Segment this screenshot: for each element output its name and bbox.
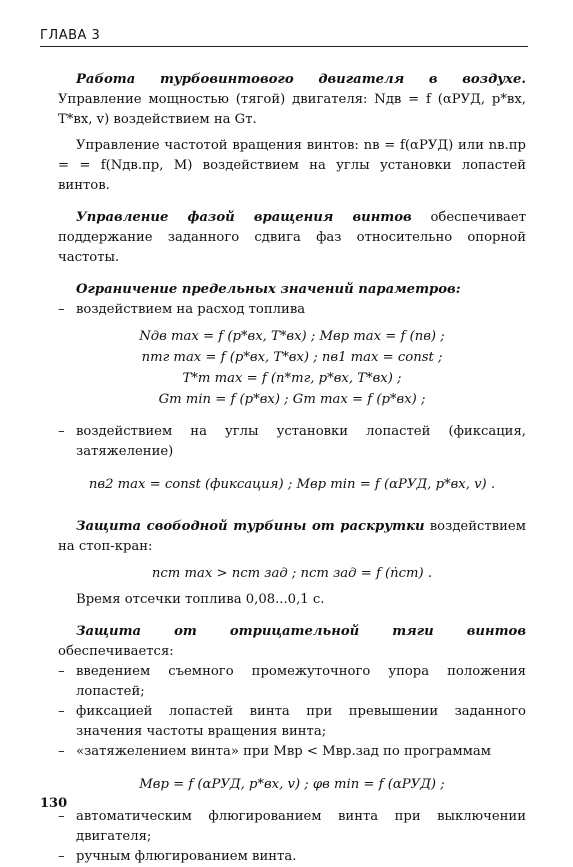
list-item: – воздействием на углы установки лопастей (фиксация, затяжеление) — [58, 422, 526, 462]
chapter-header: ГЛАВА 3 — [40, 28, 101, 43]
section-heading-turboprop: Работа турбовинтового двигателя в воздухе. — [76, 72, 526, 87]
formula: Mвр = f (αРУД, p*вх, v) ; φв min = f (αРУД) ; — [139, 777, 445, 792]
formula: Gт min = f (p*вх) ; Gт max = f (p*вх) ; — [158, 392, 426, 407]
section-heading-phase: Управление фазой вращения винтов — [76, 210, 412, 225]
formula: nв2 max = const (фиксация) ; Mвр min = f (αРУД, p*вх, v) . — [88, 477, 496, 492]
paragraph-negative-thrust — [58, 622, 526, 662]
list-item-text: автоматическим флюгированием винта при выключении двигателя; — [76, 809, 526, 844]
page-content — [58, 70, 526, 867]
list-item: – автоматическим флюгированием винта при выключении двигателя; — [58, 807, 526, 847]
paragraph-turboprop-in-air — [58, 70, 526, 130]
list-item: – воздействием на расход топлива — [58, 300, 526, 320]
header-rule — [40, 46, 528, 47]
formula: nтг max = f (p*вх, T*вх) ; nв1 max = const ; — [141, 350, 443, 365]
list-item-text: воздействием на расход топлива — [76, 302, 306, 317]
paragraph-propeller-speed: Управление частотой вращения винтов: nв = f(αРУД) или nв.пр = = f(Nдв.пр, M) воздействием на углы установки лопастей винтов. — [58, 138, 526, 193]
list-item-text: введением съемного промежуточного упора положения лопастей; — [76, 664, 526, 699]
formula: nст max > nст зад ; nст зад = f (ṅст) . — [151, 566, 433, 581]
section-heading-negative-thrust: Защита от отрицательной тяги винтов — [76, 624, 526, 639]
list-item-text: фиксацией лопастей винта при превышении заданного значения частоты вращения винта; — [76, 704, 526, 739]
formula: T*т max = f (n*тг, p*вх, T*вх) ; — [182, 371, 402, 386]
paragraph-text: обеспечивается: — [58, 644, 174, 659]
paragraph-fuel-cutoff: Время отсечки топлива 0,08...0,1 с. — [76, 592, 325, 607]
list-item: – фиксацией лопастей винта при превышении заданного значения частоты вращения винта; — [58, 702, 526, 742]
paragraph-limits — [58, 280, 526, 300]
list-item-text: ручным флюгированием винта. — [76, 849, 297, 864]
section-heading-turbine: Защита свободной турбины от раскрутки — [76, 519, 425, 534]
paragraph-text: воздействием на стоп-кран: — [58, 519, 526, 554]
list-item: – «затяжелением винта» при Mвр < Mвр.зад по программам — [58, 742, 526, 762]
paragraph-phase-control — [58, 208, 526, 268]
list-item-text: воздействием на углы установки лопастей (фиксация, затяжеление) — [76, 424, 526, 459]
page-number: 130 — [40, 796, 68, 811]
section-heading-limits: Ограничение предельных значений параметров: — [76, 282, 461, 297]
paragraph-text: обеспечивает поддержание заданного сдвига фаз относительно опорной частоты. — [58, 210, 527, 265]
list-item: – введением съемного промежуточного упора положения лопастей; — [58, 662, 526, 702]
list-item: – ручным флюгированием винта. — [58, 847, 526, 867]
formula: Nдв max = f (p*вх, T*вх) ; Mвр max = f (nв) ; — [139, 329, 445, 344]
paragraph-text: Управление мощностью (тягой) двигателя: Nдв = f (αРУД, p*вх, T*вх, v) воздействием на Gт. — [58, 92, 526, 127]
paragraph-turbine-protection — [58, 517, 526, 557]
list-item-text: «затяжелением винта» при Mвр < Mвр.зад по программам — [76, 744, 491, 759]
